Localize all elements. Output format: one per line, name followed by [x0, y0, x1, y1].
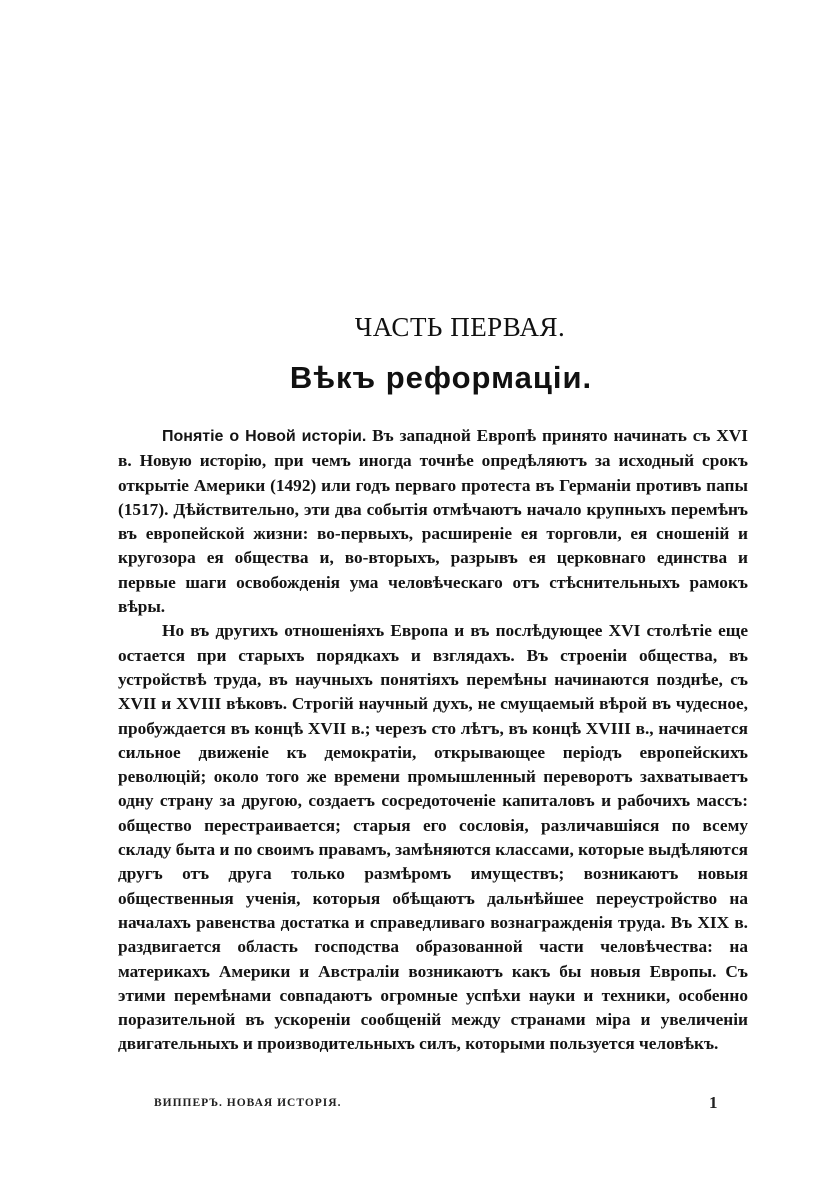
paragraph-2 [118, 619, 748, 1056]
paragraph-2-text: Но въ другихъ отношеніяхъ Европа и въ послѣдующее XVI столѣтіе еще остается при старыхъ порядкахъ и взглядахъ. Въ строеніи общества, въ устройствѣ труда, въ научныхъ понятіяхъ перемѣны начинаются позднѣе, съ XVII и XVIII вѣковъ. Строгій научный духъ, не смущаемый вѣрой въ чудесное, пробуждается въ концѣ XVII в.; черезъ сто лѣтъ, въ концѣ XVIII в., начинается сильное движеніе къ демократіи, открывающее періодъ европейскихъ революцій; около того же времени промышленный переворотъ захватываетъ одну страну за другою, создаетъ сосредоточеніе капиталовъ и рабочихъ массъ: общество перестраивается; старыя его сословія, различавшіяся по всему складу быта и по своимъ правамъ, замѣняются классами, которые выдѣляются другъ отъ друга только размѣромъ имуществъ; возникаютъ новыя общественныя ученія, которыя обѣщаютъ дальнѣйшее переустройство на началахъ равенства достатка и справедливаго вознагражденія труда. Въ XIX в. раздвигается область господства образованной части человѣчества: на материкахъ Америки и Австраліи возникаютъ какъ бы новыя Европы. Съ этими перемѣнами совпадаютъ огромные успѣхи науки и техники, особенно поразительной въ ускореніи сообщеній между странами міра и увеличеніи двигательныхъ и производительныхъ силъ, которыми пользуется человѣкъ. [118, 621, 748, 1054]
footer-signature: ВИППЕРЪ. НОВАЯ ИСТОРІЯ. [154, 1097, 342, 1109]
page-number: 1 [709, 1093, 718, 1112]
paragraph-1-text: Въ западной Европѣ принято начинать съ XVI в. Новую исторію, при чемъ иногда точнѣе опредѣляютъ за исходный срокъ открытіе Америки (1492) или годъ перваго протеста въ Германіи противъ папы (1517). Дѣйствительно, эти два событія отмѣчаютъ начало крупныхъ перемѣнъ въ европейской жизни: во-первыхъ, расширеніе ея торговли, ея сношеній и кругозора ея общества и, во-вторыхъ, разрывъ ея церковнаго единства и первые шаги освобожденія ума человѣческаго отъ стѣснительныхъ рамокъ вѣры. [118, 426, 748, 617]
part-title: ЧАСТЬ ПЕРВАЯ. [354, 312, 566, 342]
paragraph-1 [118, 424, 748, 619]
section-run-in-heading: Понятіе о Новой исторіи. [162, 428, 367, 445]
chapter-title: Вѣкъ реформаціи. [289, 360, 593, 395]
body-text [118, 424, 748, 1057]
